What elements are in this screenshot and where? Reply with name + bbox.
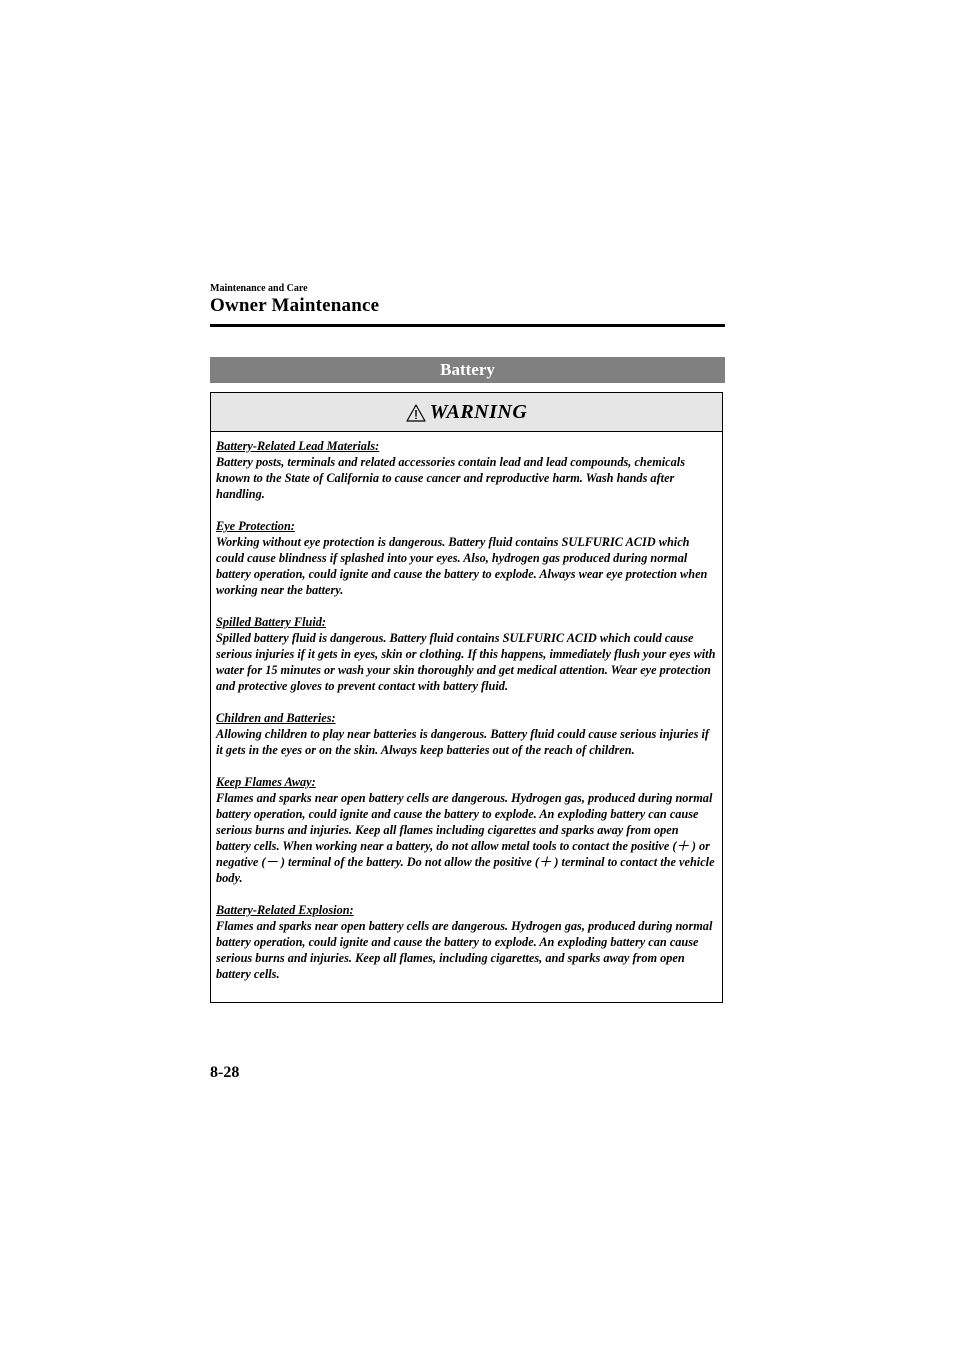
warning-item-text: Working without eye protection is dangerous. Battery fluid contains SULFURIC ACID which could cause blindness if splashed into your eyes. Also, hydrogen gas produced during normal battery operation, could ignite and cause the battery to explode. Always wear eye protection when working near the battery. [216, 535, 708, 597]
warning-item-children [216, 710, 716, 758]
warning-item-heading: Keep Flames Away: [216, 775, 316, 789]
chapter-title: Owner Maintenance [210, 295, 380, 316]
warning-item-text: Allowing children to play near batteries is dangerous. Battery fluid could cause serious injuries if it gets in the eyes or on the skin. Always keep batteries out of the reach of children. [216, 727, 709, 757]
warning-item-heading: Spilled Battery Fluid: [216, 615, 326, 629]
warning-header [211, 393, 722, 432]
warning-title: WARNING [429, 400, 528, 423]
warning-item-eye-protection [216, 518, 716, 598]
topic-heading: Battery [210, 357, 725, 383]
warning-body [211, 432, 722, 982]
warning-item-heading: Battery-Related Explosion: [216, 903, 354, 917]
warning-item-text: Spilled battery fluid is dangerous. Battery fluid contains SULFURIC ACID which could cause serious injuries if it gets in eyes, skin or clothing. If this happens, immediately flush your eyes with water for 15 minutes or wash your skin thoroughly and get medical attention. Wear eye protection and protective gloves to prevent contact with battery fluid. [216, 631, 716, 693]
header-rule [210, 324, 725, 327]
page-number: 8-28 [210, 1064, 240, 1081]
warning-item-heading: Children and Batteries: [216, 711, 336, 725]
warning-item-text: Battery posts, terminals and related accessories contain lead and lead compounds, chemicals known to the State of California to cause cancer and reproductive harm. Wash hands after handling. [216, 455, 685, 501]
warning-triangle-icon [406, 404, 426, 422]
warning-item-heading: Eye Protection: [216, 519, 295, 533]
warning-item-flames [216, 774, 716, 886]
section-label: Maintenance and Care [210, 283, 308, 294]
warning-item-heading: Battery-Related Lead Materials: [216, 439, 380, 453]
warning-box [210, 392, 723, 1003]
warning-item-text: Flames and sparks near open battery cells are dangerous. Hydrogen gas, produced during normal battery operation, could ignite and cause the battery to explode. An exploding battery can cause serious burns and injuries. Keep all flames, including cigarettes, and sparks away from open battery cells. [216, 919, 713, 981]
warning-item-text: Flames and sparks near open battery cells are dangerous. Hydrogen gas, produced during normal battery operation, could ignite and cause the battery to explode. An exploding battery can cause serious burns and injuries. Keep all flames including cigarettes and sparks away from open battery cells. When working near a battery, do not allow metal tools to contact the positive (＋ ) or negative (－ ) terminal of the battery. Do not allow the positive (＋ ) terminal to contact the vehicle body. [216, 791, 715, 885]
warning-item-explosion [216, 902, 716, 982]
warning-item-spilled-fluid [216, 614, 716, 694]
warning-item-lead-materials [216, 438, 716, 502]
